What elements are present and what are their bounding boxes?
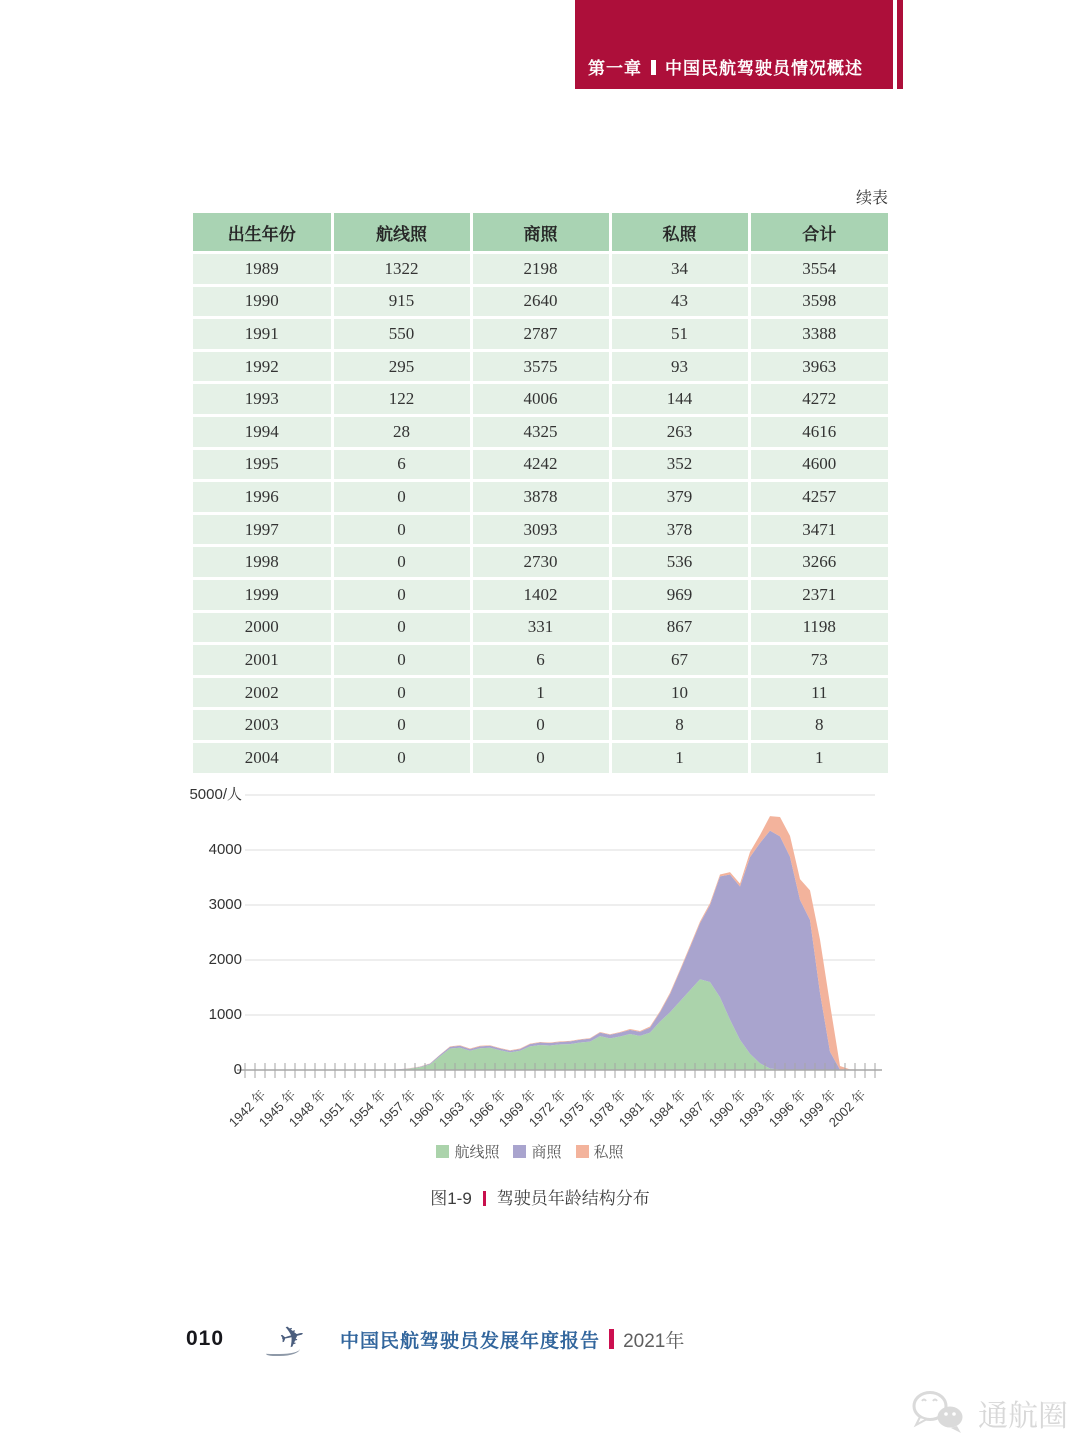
table-cell: 1322 (332, 253, 471, 286)
x-tick-label: 1972 年 (525, 1087, 569, 1130)
table-cell: 1993 (193, 383, 332, 416)
area-series-商照 (250, 831, 870, 1070)
table-cell: 3963 (749, 350, 888, 383)
y-tick-label: 0 (233, 1061, 242, 1078)
airplane-icon: ✈ (266, 1322, 328, 1356)
table-cell: 4257 (749, 481, 888, 514)
table-cell: 4272 (749, 383, 888, 416)
x-tick-label: 1942 年 (225, 1087, 269, 1130)
table-cell: 4006 (471, 383, 610, 416)
table-cell: 550 (332, 318, 471, 351)
table-cell: 4600 (749, 448, 888, 481)
watermark (908, 1388, 1068, 1438)
chapter-header-band (575, 0, 893, 89)
table-cell: 4616 (749, 415, 888, 448)
table-cell: 51 (610, 318, 749, 351)
table-row (193, 741, 888, 774)
table-cell: 0 (332, 546, 471, 579)
table-column-header: 航线照 (332, 213, 471, 253)
table-cell: 0 (332, 644, 471, 677)
x-tick-label: 1975 年 (555, 1087, 599, 1130)
chapter-band-edge-strip (897, 0, 903, 89)
y-tick-label: 1000 (208, 1006, 242, 1023)
table-cell: 4325 (471, 415, 610, 448)
table-cell: 378 (610, 513, 749, 546)
x-tick-label: 1960 年 (405, 1087, 449, 1130)
table-cell: 1 (749, 741, 888, 774)
x-tick-label: 1954 年 (345, 1087, 389, 1130)
table-row (193, 350, 888, 383)
page-number: 010 (186, 1327, 225, 1350)
table-cell: 0 (332, 481, 471, 514)
x-tick-label: 1987 年 (675, 1087, 719, 1130)
table-row (193, 448, 888, 481)
table-cell: 352 (610, 448, 749, 481)
x-tick-label: 2002 年 (825, 1087, 869, 1130)
table-cell: 915 (332, 285, 471, 318)
table-cell: 28 (332, 415, 471, 448)
table-cell: 1998 (193, 546, 332, 579)
figure-label: 图1-9 (430, 1189, 472, 1208)
chapter-separator-bar (651, 60, 656, 75)
x-tick-label: 1963 年 (435, 1087, 479, 1130)
table-continued-note: 续表 (855, 190, 888, 207)
table-cell: 1995 (193, 448, 332, 481)
table-header-row (193, 213, 888, 253)
table-row (193, 644, 888, 677)
table-cell: 34 (610, 253, 749, 286)
table-cell: 3266 (749, 546, 888, 579)
x-tick-label: 1957 年 (375, 1087, 419, 1130)
pilot-license-by-birth-year-table (193, 213, 888, 776)
table-cell: 1996 (193, 481, 332, 514)
table-cell: 3878 (471, 481, 610, 514)
x-tick-label: 1981 年 (615, 1087, 659, 1130)
table-cell: 2371 (749, 578, 888, 611)
table-cell: 122 (332, 383, 471, 416)
x-tick-label: 1969 年 (495, 1087, 539, 1130)
table-row (193, 513, 888, 546)
table-cell: 295 (332, 350, 471, 383)
footer-report-title: 中国民航驾驶员发展年度报告 (340, 1330, 601, 1352)
table-cell: 2002 (193, 676, 332, 709)
table-cell: 11 (749, 676, 888, 709)
y-tick-label: 4000 (208, 841, 242, 858)
legend-label: 航线照 (454, 1145, 500, 1161)
table-row (193, 578, 888, 611)
table-cell: 0 (332, 741, 471, 774)
legend-label: 商照 (531, 1145, 562, 1161)
chapter-title: 中国民航驾驶员情况概述 (665, 59, 863, 78)
x-tick-label: 1990 年 (705, 1087, 749, 1130)
table-row (193, 285, 888, 318)
table-row (193, 383, 888, 416)
table-cell: 3554 (749, 253, 888, 286)
table-cell: 2640 (471, 285, 610, 318)
table-cell: 3575 (471, 350, 610, 383)
x-tick-label: 1996 年 (765, 1087, 809, 1130)
x-tick-label: 1993 年 (735, 1087, 779, 1130)
table-cell: 867 (610, 611, 749, 644)
table-cell: 0 (471, 709, 610, 742)
table-cell: 1990 (193, 285, 332, 318)
table-row (193, 611, 888, 644)
table-row (193, 546, 888, 579)
table-cell: 8 (749, 709, 888, 742)
table-cell: 2787 (471, 318, 610, 351)
table-row (193, 481, 888, 514)
x-tick-label: 1966 年 (465, 1087, 509, 1130)
legend-swatch (576, 1145, 589, 1158)
stacked-area-plot (235, 795, 890, 1090)
table-cell: 2003 (193, 709, 332, 742)
table-cell: 4242 (471, 448, 610, 481)
table-column-header: 出生年份 (193, 213, 332, 253)
table-cell: 0 (471, 741, 610, 774)
x-tick-label: 1948 年 (285, 1087, 329, 1130)
table-cell: 6 (471, 644, 610, 677)
table-cell: 0 (332, 611, 471, 644)
legend-item (576, 1141, 624, 1162)
x-tick-label: 1984 年 (645, 1087, 689, 1130)
legend-item (436, 1141, 499, 1162)
y-tick-label: 2000 (208, 951, 242, 968)
x-tick-label: 1951 年 (315, 1087, 359, 1130)
legend-label: 私照 (593, 1145, 624, 1161)
table-row (193, 676, 888, 709)
table-cell: 0 (332, 676, 471, 709)
table-cell: 3388 (749, 318, 888, 351)
figure-caption (0, 1184, 1080, 1209)
y-tick-label: 5000/人 (189, 786, 242, 803)
y-tick-label: 3000 (208, 896, 242, 913)
x-tick-label: 1999 年 (795, 1087, 839, 1130)
chart-legend (180, 1141, 880, 1162)
table-cell: 3598 (749, 285, 888, 318)
table-cell: 2198 (471, 253, 610, 286)
table-cell: 263 (610, 415, 749, 448)
table-cell: 1992 (193, 350, 332, 383)
table-cell: 10 (610, 676, 749, 709)
table-cell: 379 (610, 481, 749, 514)
watermark-text: 通航圈 (978, 1400, 1068, 1433)
table-cell: 331 (471, 611, 610, 644)
table-cell: 2730 (471, 546, 610, 579)
x-tick-label: 1978 年 (585, 1087, 629, 1130)
table-cell: 0 (332, 513, 471, 546)
table-cell: 8 (610, 709, 749, 742)
table-cell: 2004 (193, 741, 332, 774)
table-column-header: 合计 (749, 213, 888, 253)
table-cell: 67 (610, 644, 749, 677)
table-cell: 73 (749, 644, 888, 677)
table-cell: 2001 (193, 644, 332, 677)
legend-item (513, 1141, 561, 1162)
table-cell: 969 (610, 578, 749, 611)
table-cell: 144 (610, 383, 749, 416)
table-cell: 1989 (193, 253, 332, 286)
table-cell: 1991 (193, 318, 332, 351)
chapter-label: 第一章 (588, 59, 642, 78)
table-cell: 3093 (471, 513, 610, 546)
table-row (193, 709, 888, 742)
chapter-heading (588, 54, 863, 79)
legend-swatch (513, 1145, 526, 1158)
age-distribution-chart (180, 785, 900, 1185)
table-cell: 0 (332, 578, 471, 611)
table-column-header: 商照 (471, 213, 610, 253)
table-row (193, 253, 888, 286)
table-cell: 1198 (749, 611, 888, 644)
table-cell: 1402 (471, 578, 610, 611)
footer-separator-bar (609, 1329, 614, 1349)
table-cell: 93 (610, 350, 749, 383)
caption-separator-bar (483, 1191, 486, 1206)
table-cell: 1997 (193, 513, 332, 546)
figure-title: 驾驶员年龄结构分布 (496, 1189, 650, 1208)
x-tick-label: 1945 年 (255, 1087, 299, 1130)
wechat-logo-icon (908, 1388, 970, 1438)
table-cell: 1994 (193, 415, 332, 448)
table-cell: 1999 (193, 578, 332, 611)
legend-swatch (436, 1145, 449, 1158)
table-cell: 1 (471, 676, 610, 709)
table-cell: 1 (610, 741, 749, 774)
table-cell: 0 (332, 709, 471, 742)
table-cell: 536 (610, 546, 749, 579)
table-cell: 6 (332, 448, 471, 481)
table-cell: 43 (610, 285, 749, 318)
page-footer (186, 1317, 685, 1358)
table-cell: 3471 (749, 513, 888, 546)
table-cell: 2000 (193, 611, 332, 644)
table-column-header: 私照 (610, 213, 749, 253)
footer-year: 2021年 (623, 1330, 685, 1352)
table-row (193, 318, 888, 351)
table-row (193, 415, 888, 448)
